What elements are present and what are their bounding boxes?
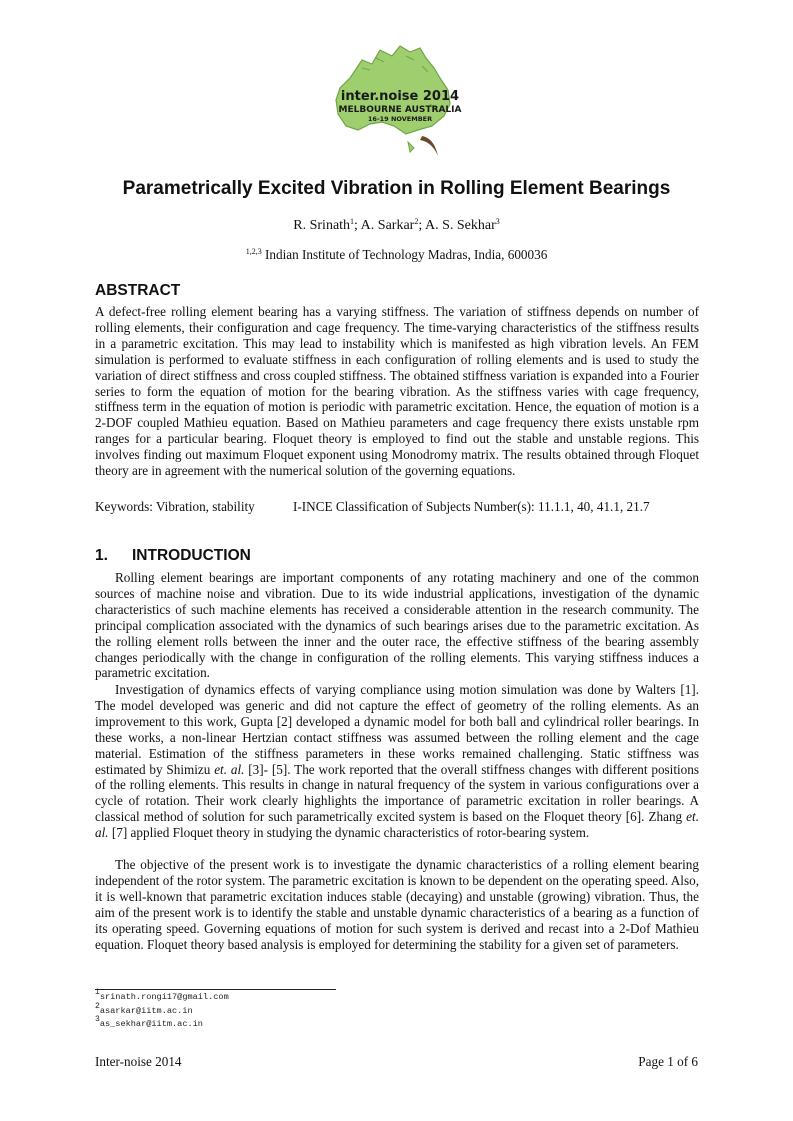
para2-etal-1: et. al. — [214, 761, 245, 777]
logo-line1: inter.noise 2014 — [340, 89, 460, 104]
abstract-text: A defect-free rolling element bearing has a varying stiffness. The variation of stiffness depends on number of rolling elements, their configuration and cage frequency. The time-varying characteristics of the stiffness results in a parametric excitation. This may lead to instability which is manifested as high vibration levels. An FEM simulation is performed to evaluate stiffness in each configuration of rolling elements and is used to study the variation of direct stiffness and cross coupled stiffness. The obtained stiffness variation is expanded into a Fourier series to form the equation of motion for the bearing vibration. As the stiffness varies with cage frequency, stiffness term in the equation of motion is periodic with parametric excitation. Hence, the equation of motion is a 2-DOF coupled Mathieu equation. Based on Mathieu parameters and cage frequency there exists unstable rpm ranges for a particular bearing. Floquet theory is employed to find out the stable and unstable regions. This involves finding out maximum Floquet exponent using Monodromy matrix. The results obtained through Floquet theory are in agreement with the numerical solution of the governing equations. — [95, 304, 699, 479]
footnote-email: asarkar@iitm.ac.in — [99, 1006, 193, 1016]
affiliation — [0, 247, 793, 263]
footnote-num: 3 — [95, 1015, 100, 1024]
author-list: R. Srinath$^1$; A. Sarkar$^2$; A. S. Sekhar$^3$ — [293, 217, 500, 233]
footnote-rule — [95, 989, 336, 990]
para2-part-c: [7] applied Floquet theory in studying the dynamic characteristics of rotor-bearing system. — [108, 825, 590, 841]
footer-page-number: Page 1 of 6 — [638, 1054, 698, 1069]
abstract-heading: ABSTRACT — [95, 282, 181, 299]
affiliation-sup: 1,2,3 — [245, 247, 262, 256]
section-title: INTRODUCTION — [132, 547, 251, 564]
author-sup: 2 — [414, 217, 419, 226]
intro-paragraph-2 — [95, 682, 699, 841]
paper-title: Parametrically Excited Vibration in Rolling Element Bearings — [122, 178, 671, 199]
section-number: 1. — [95, 547, 108, 564]
footnote-num: 2 — [95, 1002, 100, 1011]
intro-paragraph-1: Rolling element bearings are important components of any rotating machinery and one of the common sources of machine noise and vibration. Due to its wide industrial applications, investigation of the dynamic characteristics of such machine elements has received a considerable attention in the research community. The principal complication associated with the dynamics of such bearings arises due to the parametric excitation. As the rolling element rolls between the inner and the outer race, the effective stiffness of the bearing assembly changes periodically with the change in configuration of the rolling elements. This varying stiffness induces a parametric excitation. — [95, 570, 699, 681]
logo-line2: MELBOURNE AUSTRALIA — [338, 105, 462, 115]
logo-line3: 16-19 NOVEMBER — [367, 115, 433, 123]
conference-logo — [310, 38, 480, 160]
author-name: A. S. Sekhar — [424, 218, 496, 233]
para2-etal-2: et. al. — [95, 809, 699, 841]
author-sup: 1 — [350, 217, 355, 226]
keywords-left: Keywords: Vibration, stability — [95, 499, 255, 514]
para2-part-b: [3]- [5]. The work reported that the overall stiffness changes with different positions of the rolling elements. This results in change in natural frequency of the system in various configurations over a cycle of rotation. Their work clearly highlights the importance of parametric excitation in roller bearings. A classical method of solution for such parametrically excited system is based on the Floquet theory [6]. Zhang — [95, 761, 699, 825]
para2-part-a: Investigation of dynamics effects of varying compliance using motion simulation was done by Walters [1]. The model developed was generic and did not capture the effect of geometry of the rolling elements. As an improvement to this work, Gupta [2] developed a dynamic model for both ball and cylindrical roller bearings. In these works, a non-linear Hertzian contact stiffness was assumed between the rolling element and the cage material. Estimation of the stiffness parameters in these works remained challenging. Static stiffness was estimated by Shimizu — [95, 682, 699, 777]
footnote-email: srinath.rongi17@gmail.com — [99, 992, 229, 1002]
author-name: A. Sarkar — [360, 218, 415, 233]
footnote-2 — [95, 1002, 193, 1016]
australia-map-icon — [310, 38, 480, 160]
footer-conference: Inter-noise 2014 — [95, 1054, 182, 1069]
footnote-1 — [95, 988, 229, 1002]
keywords-line — [95, 499, 699, 515]
footnote-email: as_sekhar@iitm.ac.in — [99, 1019, 203, 1029]
author-sup: 3 — [495, 217, 500, 226]
author-name: R. Srinath — [293, 218, 351, 233]
footnote-3 — [95, 1015, 203, 1029]
affiliation-text: Indian Institute of Technology Madras, India, 600036 — [264, 247, 548, 262]
keywords-right: I-INCE Classification of Subjects Number(s): 11.1.1, 40, 41.1, 21.7 — [293, 499, 650, 514]
intro-heading — [95, 547, 251, 565]
intro-paragraph-3: The objective of the present work is to investigate the dynamic characteristics of a rolling element bearing independent of the rotor system. The parametric excitation is known to be dependent on the operating speed. Also, it is well-known that parametric excitation induces stable (decaying) and unstable (growing) vibration. Thus, the aim of the present work is to identify the stable and unstable dynamic characteristics of a bearing as a function of its operating speed. Governing equations of motion for such system is derived and recast into a 2-Dof Mathieu equation. Floquet theory based analysis is employed for determining the stability for a given set of parameters. — [95, 857, 699, 952]
footnote-num: 1 — [95, 988, 100, 997]
